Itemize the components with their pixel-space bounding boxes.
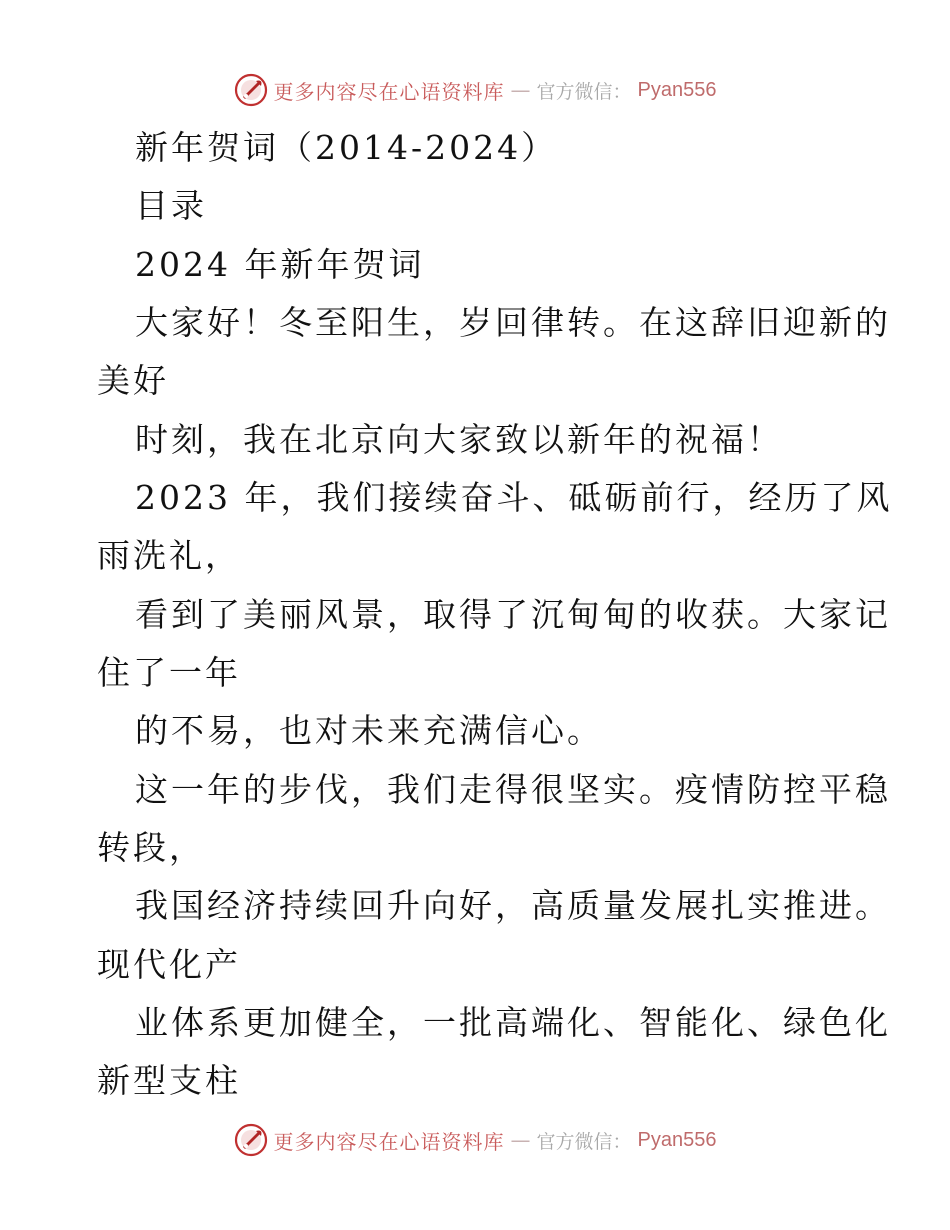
quill-pen-logo-icon	[234, 1123, 268, 1157]
text-line: 我国经济持续回升向好，高质量发展扎实推进。	[135, 886, 891, 925]
text-line: 现代化产	[97, 945, 241, 984]
text-line: 这一年的步伐，我们走得很坚实。疫情防控平稳	[135, 770, 891, 809]
text-line: 的不易，也对未来充满信心。	[135, 711, 603, 750]
text-line: 时刻，我在北京向大家致以新年的祝福！	[135, 420, 783, 459]
text-line: 新型支柱	[97, 1061, 241, 1100]
document-title: 新年贺词（2014-2024）	[135, 128, 558, 167]
toc-heading: 目录	[135, 186, 207, 225]
watermark-tail-text: 官方微信：	[536, 1130, 632, 1153]
watermark-tail-text: 官方微信：	[536, 80, 632, 103]
text-line: 2023 年，我们接续奋斗、砥砺前行，经历了风	[135, 478, 893, 517]
watermark-main-text: 更多内容尽在心语资料库	[273, 79, 505, 104]
text-line: 业体系更加健全，一批高端化、智能化、绿色化	[135, 1003, 891, 1042]
text-line: 雨洗礼，	[97, 536, 241, 575]
text-line: 看到了美丽风景，取得了沉甸甸的收获。大家记	[135, 595, 891, 634]
watermark-dash: —	[510, 78, 531, 102]
header-watermark	[0, 70, 950, 110]
text-line: 大家好！冬至阳生，岁回律转。在这辞旧迎新的	[135, 303, 891, 342]
watermark-main-text: 更多内容尽在心语资料库	[273, 1129, 505, 1154]
section-heading: 2024 年新年贺词	[135, 245, 425, 284]
text-line: 美好	[97, 361, 169, 400]
watermark-wechat-id: Pyan556	[637, 78, 717, 101]
text-line: 住了一年	[97, 653, 241, 692]
quill-pen-logo-icon	[234, 73, 268, 107]
text-line: 转段，	[97, 828, 205, 867]
watermark-dash: —	[510, 1128, 531, 1152]
watermark-wechat-id: Pyan556	[637, 1128, 717, 1151]
footer-watermark	[0, 1120, 950, 1160]
